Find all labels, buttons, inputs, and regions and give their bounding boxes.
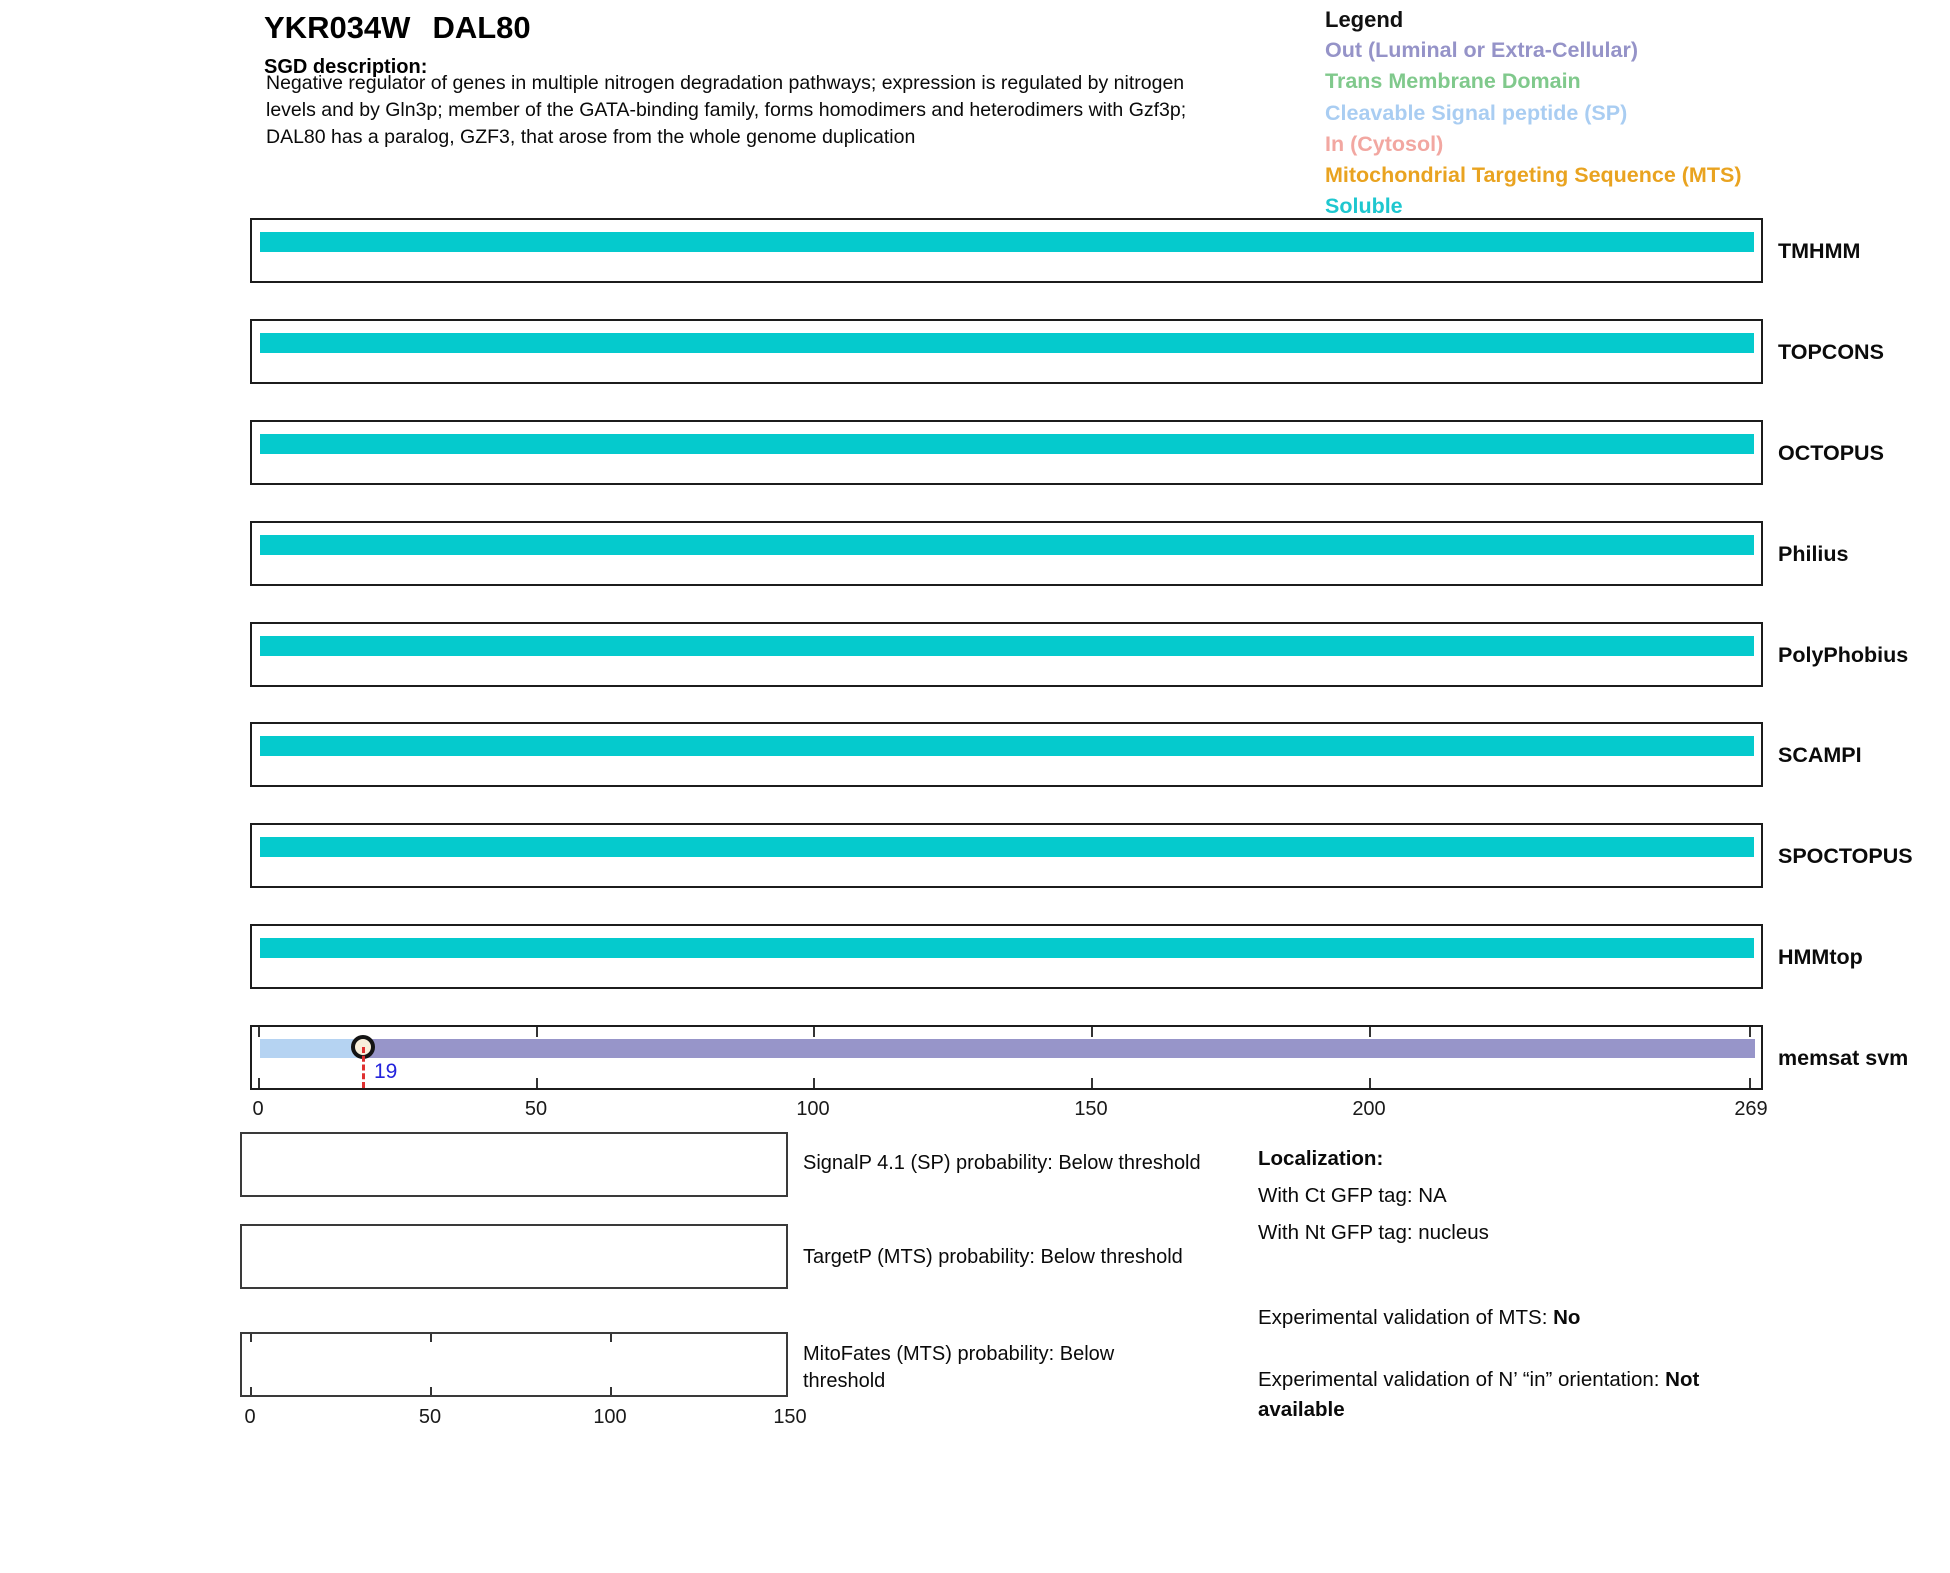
description-line: Negative regulator of genes in multiple nitrogen degradation pathways; expression is regulated by nitrogen xyxy=(266,72,1185,94)
track-box-philius xyxy=(250,521,1763,586)
axis-tick xyxy=(536,1078,538,1088)
track-box-tmhmm xyxy=(250,218,1763,283)
soluble-bar xyxy=(260,535,1754,555)
track-box-polyphobius xyxy=(250,622,1763,687)
axis-tick xyxy=(258,1027,260,1037)
axis-tick-label: 50 xyxy=(524,1098,548,1120)
soluble-bar xyxy=(260,837,1754,857)
legend-item-soluble: Soluble xyxy=(1325,194,1403,219)
track-box-memsat-svm xyxy=(250,1025,1763,1090)
axis-tick xyxy=(1749,1027,1751,1037)
ct-gfp-tag-value: With Ct GFP tag: NA xyxy=(1258,1184,1447,1207)
legend-item-sp: Cleavable Signal peptide (SP) xyxy=(1325,100,1628,125)
axis-tick xyxy=(1369,1078,1371,1088)
orientation-validation xyxy=(1258,1365,1758,1425)
legend-item-tmd: Trans Membrane Domain xyxy=(1325,69,1581,94)
mitofates-plot-box xyxy=(240,1332,788,1397)
out-segment xyxy=(365,1039,1755,1058)
axis-tick xyxy=(610,1334,612,1342)
track-label-memsat-svm: memsat svm xyxy=(1778,1046,1909,1070)
soluble-bar xyxy=(260,232,1754,252)
axis-tick-label: 200 xyxy=(1352,1098,1386,1120)
mts-validation-prefix: Experimental validation of MTS: xyxy=(1258,1306,1554,1329)
axis-tick xyxy=(430,1387,432,1395)
gene-name: DAL80 xyxy=(432,10,531,45)
legend-item-mts: Mitochondrial Targeting Sequence (MTS) xyxy=(1325,163,1742,188)
track-box-topcons xyxy=(250,319,1763,384)
legend-item-out: Out (Luminal or Extra-Cellular) xyxy=(1325,38,1638,62)
axis-tick-label: 269 xyxy=(1734,1098,1768,1120)
axis-tick xyxy=(1091,1078,1093,1088)
localization-heading: Localization: xyxy=(1258,1147,1384,1170)
track-label-octopus: OCTOPUS xyxy=(1778,441,1884,465)
boundary-marker-dashed-line xyxy=(362,1047,365,1088)
track-box-scampi xyxy=(250,722,1763,787)
axis-tick xyxy=(536,1027,538,1037)
track-label-tmhmm: TMHMM xyxy=(1778,239,1861,263)
signalp-plot-label: SignalP 4.1 (SP) probability: Below threshold xyxy=(803,1152,1201,1174)
targetp-plot-box xyxy=(240,1224,788,1289)
axis-tick xyxy=(250,1387,252,1395)
mitofates-plot-label: MitoFates (MTS) probability: Below threshold xyxy=(803,1343,1115,1392)
axis-tick-label: 0 xyxy=(244,1406,256,1428)
axis-tick xyxy=(1749,1078,1751,1088)
legend-item-in: In (Cytosol) xyxy=(1325,131,1444,156)
targetp-plot-label: TargetP (MTS) probability: Below threshold xyxy=(803,1246,1183,1268)
track-box-hmmtop xyxy=(250,924,1763,989)
description-line: levels and by Gln3p; member of the GATA-binding family, forms homodimers and heterodimers with Gzf3p; xyxy=(266,99,1187,121)
track-label-hmmtop: HMMtop xyxy=(1778,945,1863,969)
soluble-bar xyxy=(260,434,1754,454)
soluble-bar xyxy=(260,736,1754,756)
axis-tick-label: 150 xyxy=(773,1406,807,1428)
sgd-description-text xyxy=(266,70,1186,151)
axis-tick-label: 100 xyxy=(593,1406,627,1428)
mts-validation-value: No xyxy=(1553,1306,1581,1329)
boundary-position-label: 19 xyxy=(374,1060,398,1083)
axis-tick-label: 50 xyxy=(418,1406,442,1428)
page-title xyxy=(264,10,531,46)
axis-tick xyxy=(258,1078,260,1088)
axis-tick xyxy=(813,1027,815,1037)
axis-tick xyxy=(1091,1027,1093,1037)
track-box-octopus xyxy=(250,420,1763,485)
track-label-spoctopus: SPOCTOPUS xyxy=(1778,844,1913,868)
description-line: DAL80 has a paralog, GZF3, that arose from the whole genome duplication xyxy=(266,126,916,148)
track-label-topcons: TOPCONS xyxy=(1778,340,1884,364)
axis-tick xyxy=(430,1334,432,1342)
orientation-validation-prefix: Experimental validation of N’ “in” orientation: xyxy=(1258,1368,1666,1391)
soluble-bar xyxy=(260,333,1754,353)
signal-peptide-segment xyxy=(260,1039,365,1058)
track-label-philius: Philius xyxy=(1778,542,1849,566)
track-label-scampi: SCAMPI xyxy=(1778,743,1862,767)
soluble-bar xyxy=(260,636,1754,656)
sgd-description-heading: SGD description: xyxy=(264,56,428,78)
signalp-plot-box xyxy=(240,1132,788,1197)
legend xyxy=(1325,4,1741,223)
axis-tick xyxy=(610,1387,612,1395)
axis-tick xyxy=(250,1334,252,1342)
axis-tick-label: 0 xyxy=(252,1098,264,1120)
nt-gfp-tag-value: With Nt GFP tag: nucleus xyxy=(1258,1221,1489,1244)
axis-tick xyxy=(813,1078,815,1088)
track-box-spoctopus xyxy=(250,823,1763,888)
orientation-validation-value: Not available xyxy=(1258,1368,1700,1421)
axis-tick xyxy=(1369,1027,1371,1037)
legend-title: Legend xyxy=(1325,7,1404,32)
axis-tick-label: 100 xyxy=(796,1098,830,1120)
track-label-polyphobius: PolyPhobius xyxy=(1778,643,1909,667)
orf-name: YKR034W xyxy=(264,10,411,45)
soluble-bar xyxy=(260,938,1754,958)
axis-tick-label: 150 xyxy=(1074,1098,1108,1120)
mts-validation xyxy=(1258,1306,1580,1330)
